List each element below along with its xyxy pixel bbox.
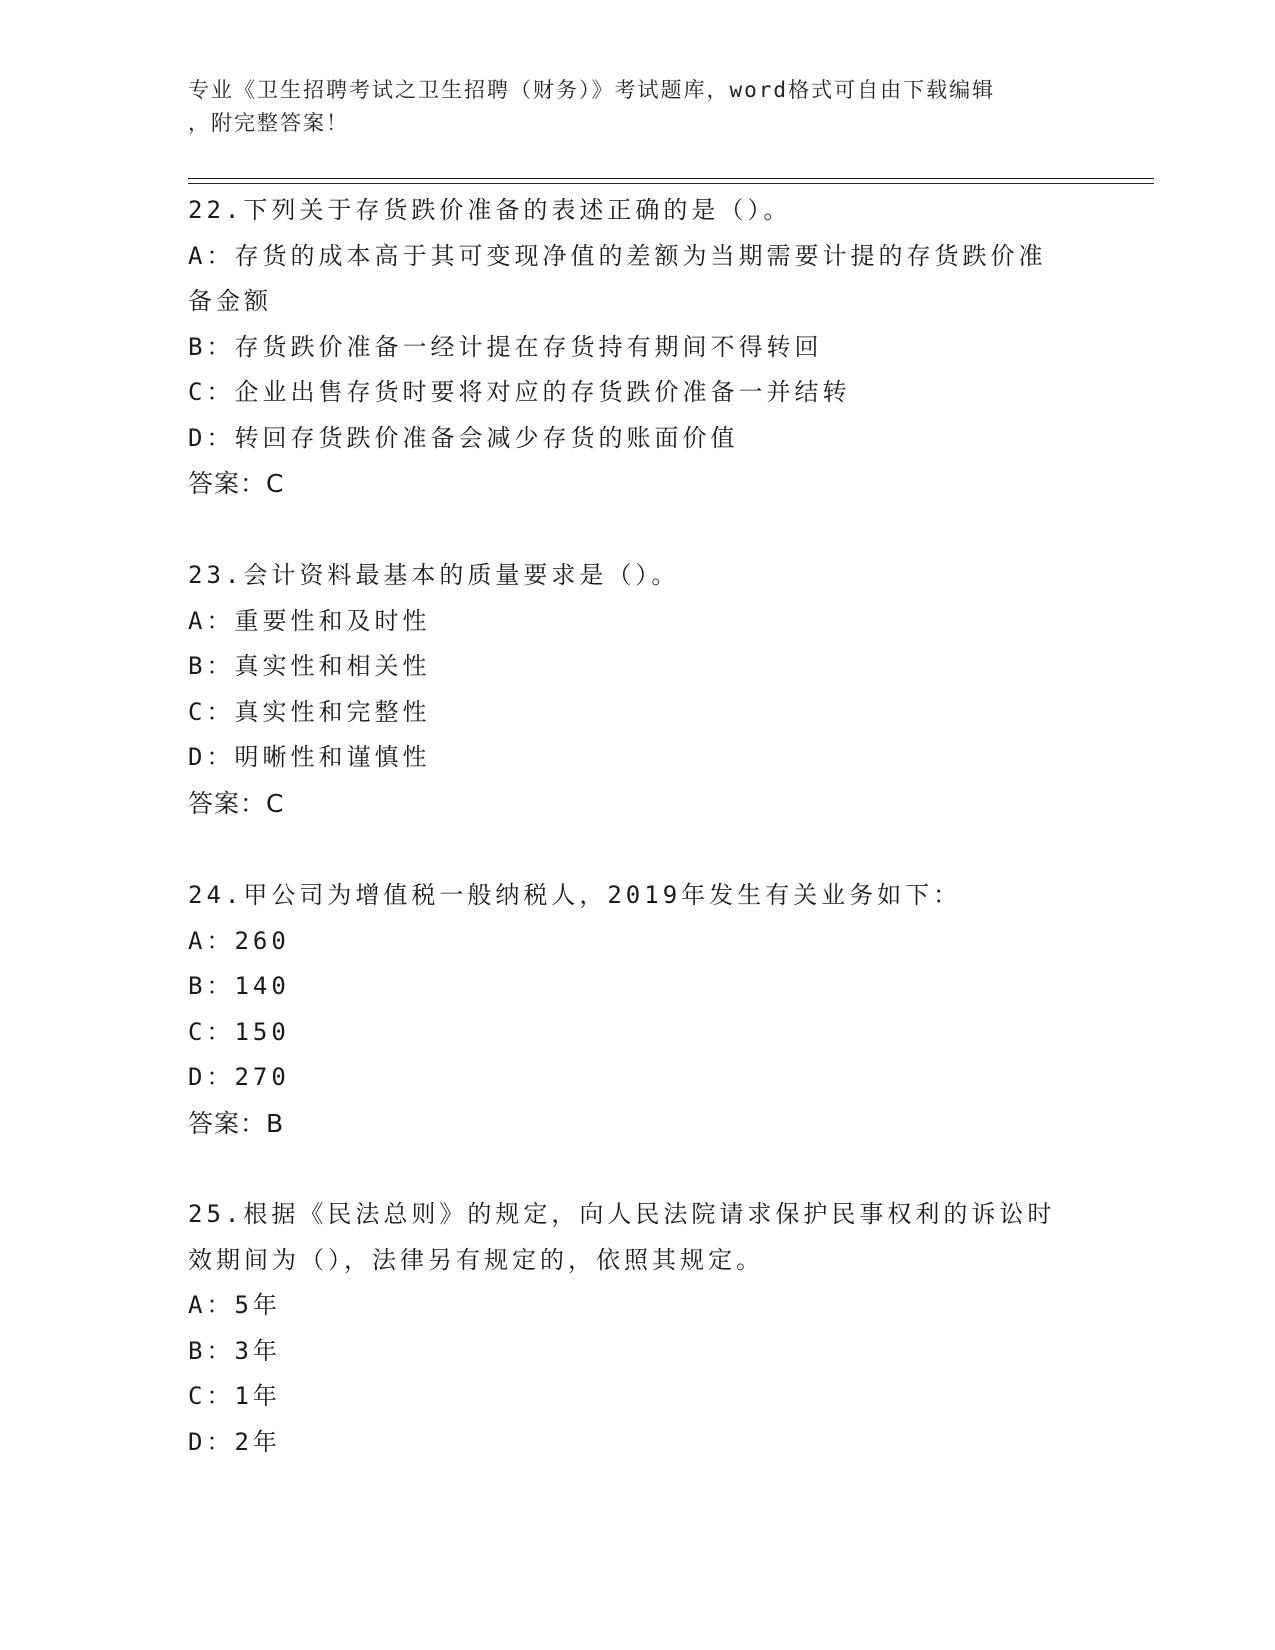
question-stem: 25.根据《民法总则》的规定，向人民法院请求保护民事权利的诉讼时效期间为（），法律另有规定的，依照其规定。: [188, 1200, 1056, 1274]
option-d: D：明晰性和谨慎性: [188, 743, 431, 771]
question-stem: 22.下列关于存货跌价准备的表述正确的是（）。: [188, 196, 792, 224]
option-d: D：2年: [188, 1427, 281, 1456]
answer: 答案：C: [188, 469, 285, 498]
question-stem: 24.甲公司为增值税一般纳税人，2019年发生有关业务如下：: [188, 881, 962, 909]
question-stem: 23.会计资料最基本的质量要求是（）。: [188, 561, 680, 589]
question-23: [188, 553, 1088, 826]
header-divider-bottom: [188, 183, 1154, 184]
question-25: [188, 1192, 1088, 1465]
answer: 答案：B: [188, 1108, 285, 1138]
option-a: A：重要性和及时性: [188, 606, 431, 635]
document-header: [188, 74, 1088, 140]
option-a: A：5年: [188, 1291, 281, 1319]
option-b: B：3年: [188, 1336, 281, 1365]
answer: 答案：C: [188, 788, 285, 818]
option-d: D：转回存货跌价准备会减少存货的账面价值: [188, 423, 739, 452]
option-c: C：1年: [188, 1382, 281, 1410]
option-b: B：存货跌价准备一经计提在存货持有期间不得转回: [188, 332, 823, 361]
header-divider-top: [188, 178, 1154, 179]
question-22: [188, 188, 1088, 507]
header-line-1: 专业《卫生招聘考试之卫生招聘（财务）》考试题库，word格式可自由下载编辑: [188, 78, 996, 102]
header-line-2: ，附完整答案！: [188, 111, 349, 135]
option-a: A：存货的成本高于其可变现净值的差额为当期需要计提的存货跌价准备金额: [188, 241, 1047, 315]
option-b: B：真实性和相关性: [188, 652, 431, 680]
option-a: A：260: [188, 926, 290, 955]
option-c: C：真实性和完整性: [188, 697, 431, 726]
option-d: D：270: [188, 1063, 290, 1091]
question-24: [188, 873, 1088, 1146]
option-c: C：150: [188, 1017, 290, 1046]
option-b: B：140: [188, 972, 290, 1000]
option-c: C：企业出售存货时要将对应的存货跌价准备一并结转: [188, 378, 851, 406]
